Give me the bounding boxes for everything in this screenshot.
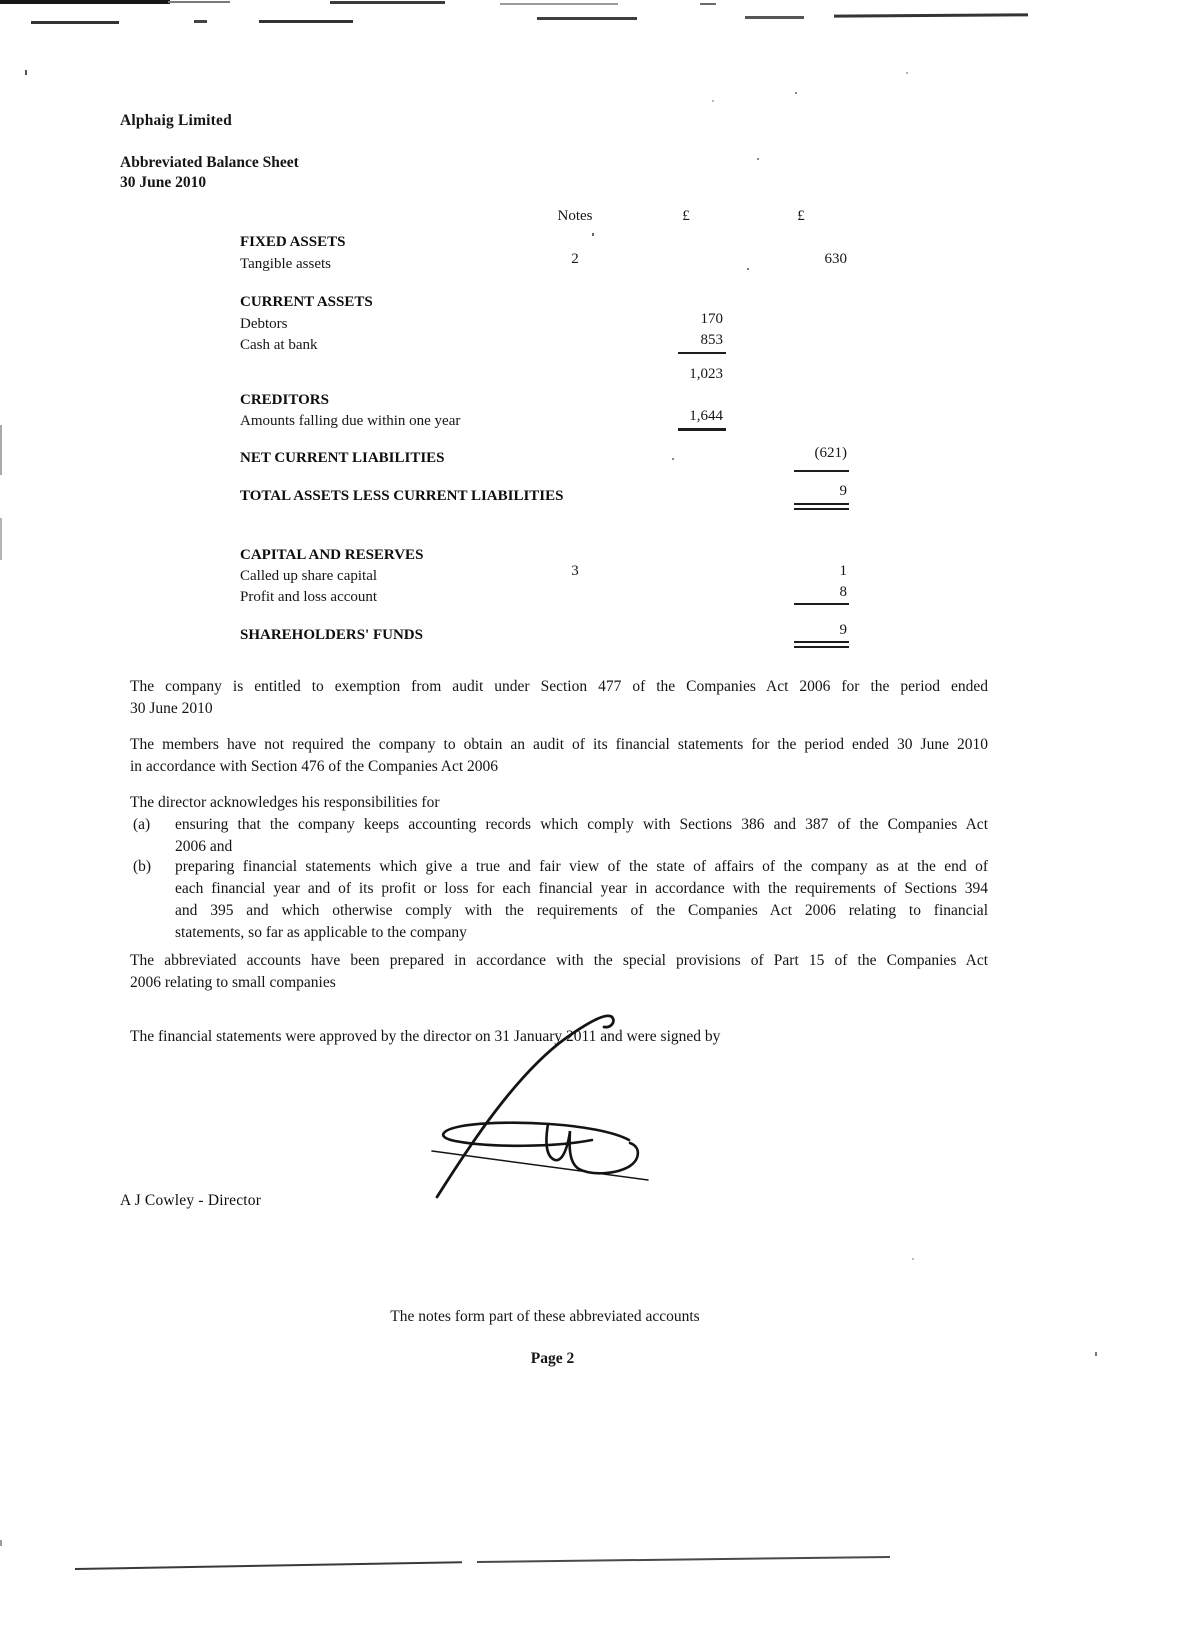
list-item-b (130, 856, 988, 944)
total-rule (678, 428, 726, 431)
table-row (240, 483, 865, 508)
section-heading-creditors: CREDITORS (240, 392, 329, 408)
table-header-row (240, 208, 865, 228)
list-marker-b: (b) (133, 858, 152, 875)
amount-inner-total: 1,023 (689, 366, 723, 382)
doc-title: Abbreviated Balance Sheet (120, 154, 299, 171)
scan-artifact (477, 1556, 890, 1563)
scan-speck (0, 425, 2, 475)
signature-stroke (432, 1151, 648, 1180)
total-rule (794, 470, 849, 472)
paragraph-line: The abbreviated accounts have been prepared in accordance with the special provisions of Part 15 of the Companies Act (130, 952, 988, 969)
page-number: Page 2 (530, 1350, 575, 1367)
paragraph-line: each financial year and of its profit or loss for each financial year in accordance with the requirements of Sections 394 (175, 880, 988, 897)
double-rule-top (794, 641, 849, 643)
paragraph-line: 2006 and (175, 838, 233, 855)
paragraph-line: statements, so far as applicable to the company (175, 924, 467, 941)
table-row (240, 294, 865, 314)
table-row (240, 622, 865, 647)
double-rule-bottom (794, 646, 849, 648)
paragraph-line: The members have not required the company to obtain an audit of its financial statements for the period ended 30 June 2010 (130, 736, 988, 753)
col-header-pound-outer: £ (797, 208, 805, 224)
amount-inner: 853 (700, 332, 723, 348)
total-rule (794, 603, 849, 605)
row-label-creditors: Amounts falling due within one year (240, 413, 461, 429)
scan-artifact (31, 21, 119, 24)
table-row (240, 584, 865, 609)
paragraph-abbreviated-accounts (130, 950, 988, 994)
paragraph-audit-exemption (130, 676, 988, 720)
note-ref: 3 (571, 563, 579, 579)
table-row (240, 392, 865, 412)
table-row (240, 251, 865, 276)
signature (395, 1000, 665, 1205)
scan-artifact (259, 20, 353, 23)
double-rule-bottom (794, 508, 849, 510)
paragraph-line: and 395 and which otherwise comply with the requirements of the Companies Act 2006 relating to financial (175, 902, 988, 919)
scan-speck (0, 518, 2, 560)
scan-speck (25, 70, 27, 75)
row-label-tangible-assets: Tangible assets (240, 256, 332, 272)
amount-outer: 8 (839, 584, 847, 600)
row-label-net-current-liabilities: NET CURRENT LIABILITIES (240, 450, 445, 466)
scan-artifact (330, 1, 445, 4)
row-label-share-capital: Called up share capital (240, 568, 378, 584)
amount-outer: 630 (824, 251, 847, 267)
note-ref: 2 (571, 251, 579, 267)
paragraph-line: The director acknowledges his responsibilities for (130, 794, 440, 811)
paragraph-line: 2006 relating to small companies (130, 974, 336, 991)
amount-outer: 9 (839, 483, 847, 499)
list-item-a (130, 814, 988, 858)
balance-sheet-table (240, 200, 865, 670)
col-header-pound-inner: £ (682, 208, 690, 224)
amount-inner: 170 (700, 311, 723, 327)
paragraph-responsibilities-intro (130, 792, 988, 814)
scan-artifact (537, 17, 637, 20)
signature-stroke (546, 1124, 637, 1173)
document-header (120, 112, 299, 192)
paragraph-line: The company is entitled to exemption from audit under Section 477 of the Companies Act 2006 for the period ended (130, 678, 988, 695)
signature-stroke (437, 1016, 613, 1197)
paragraph-line: preparing financial statements which give a true and fair view of the state of affairs of the company as at the end of (175, 858, 988, 875)
scan-artifact (194, 20, 207, 23)
row-label-cash-at-bank: Cash at bank (240, 337, 318, 353)
scan-artifact (500, 3, 618, 5)
scan-speck (757, 158, 759, 160)
paragraph-line: in accordance with Section 476 of the Companies Act 2006 (130, 758, 499, 775)
col-header-notes: Notes (557, 208, 593, 224)
scan-speck (0, 1540, 2, 1546)
scan-artifact (0, 0, 170, 4)
scan-artifact (75, 1561, 462, 1570)
total-rule (678, 352, 726, 354)
scan-artifact (745, 16, 804, 19)
table-row (240, 332, 865, 357)
scan-speck (912, 1258, 914, 1260)
signatory-name: A J Cowley - Director (120, 1192, 262, 1209)
row-label-total-assets-less-liabilities: TOTAL ASSETS LESS CURRENT LIABILITIES (240, 488, 564, 504)
scan-artifact (168, 1, 230, 3)
doc-date: 30 June 2010 (120, 174, 207, 191)
section-heading-fixed-assets: FIXED ASSETS (240, 234, 346, 250)
company-name: Alphaig Limited (120, 112, 232, 129)
scan-speck (906, 72, 908, 74)
row-label-shareholders-funds: SHAREHOLDERS' FUNDS (240, 627, 423, 643)
section-heading-capital-reserves: CAPITAL AND RESERVES (240, 547, 424, 563)
double-rule-top (794, 503, 849, 505)
list-marker-a: (a) (133, 816, 151, 833)
signature-stroke (443, 1123, 629, 1146)
footer-notes-line: The notes form part of these abbreviated accounts (390, 1308, 700, 1325)
scan-artifact (700, 3, 716, 5)
table-row (240, 311, 865, 336)
scan-speck (1095, 1352, 1097, 1356)
scan-speck (795, 92, 797, 94)
amount-inner: 1,644 (689, 408, 723, 424)
section-heading-current-assets: CURRENT ASSETS (240, 294, 373, 310)
paragraph-line: The financial statements were approved by the director on 31 January 2011 and were signed by (130, 1028, 721, 1045)
scan-artifact (834, 13, 1028, 17)
scan-speck (712, 100, 714, 102)
amount-outer: (621) (814, 445, 847, 461)
table-row (240, 445, 865, 470)
paragraph-line: ensuring that the company keeps accounting records which comply with Sections 386 and 387 of the Companies Act (175, 816, 988, 833)
table-row (240, 366, 865, 386)
paragraph-line: 30 June 2010 (130, 700, 213, 717)
amount-outer: 9 (839, 622, 847, 638)
paragraph-members (130, 734, 988, 778)
row-label-debtors: Debtors (240, 316, 288, 332)
amount-outer: 1 (839, 563, 847, 579)
table-row (240, 408, 865, 433)
row-label-profit-loss: Profit and loss account (240, 589, 378, 605)
